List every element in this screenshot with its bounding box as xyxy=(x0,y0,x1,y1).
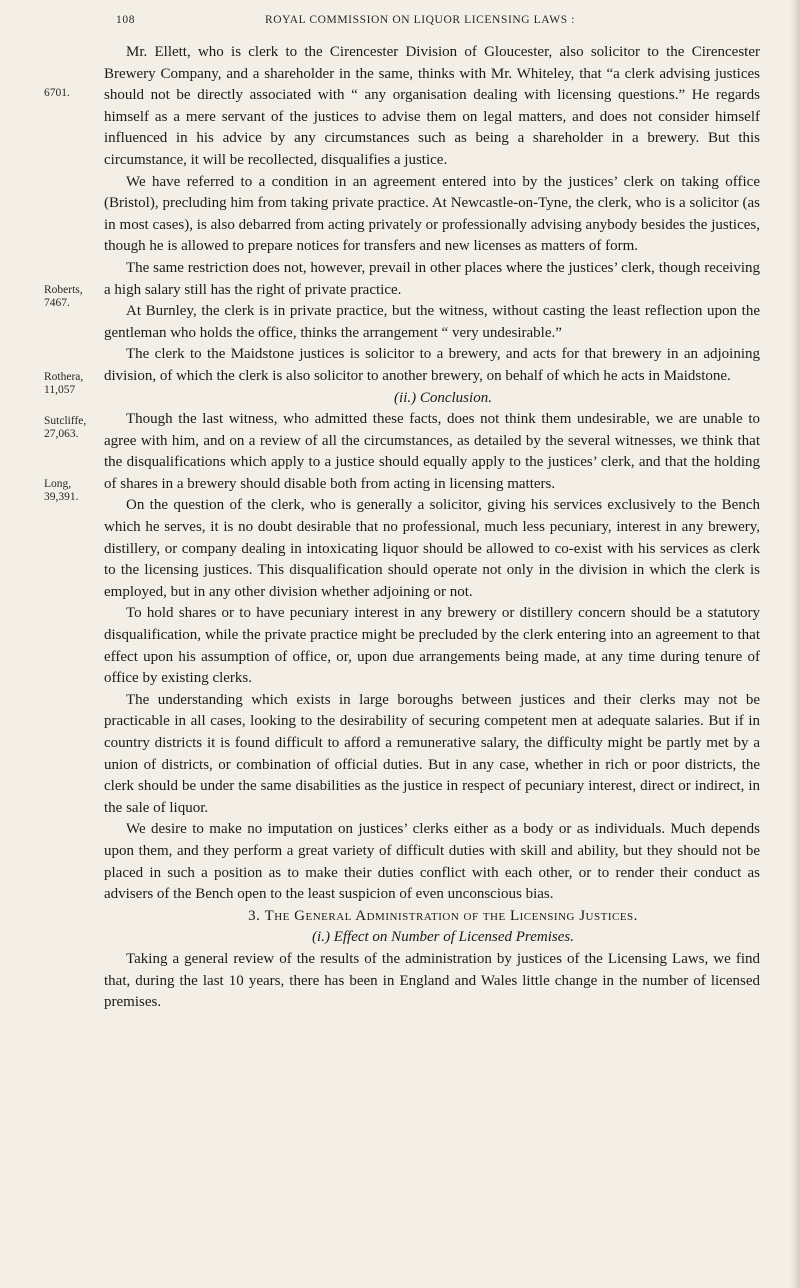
running-title: ROYAL COMMISSION ON LIQUOR LICENSING LAWS : xyxy=(264,14,576,26)
paragraph-no-imputation: We desire to make no imputation on justices’ clerks either as a body or as individuals. Much depends upon them, and they perform a great variety of difficult duties with skill and ability, but they should not be placed in such a position as to make their duties conflict with each other, or to render their conduct as advisers of the Bench open to the least suspicion of even unconscious bias. xyxy=(104,821,760,903)
section-number: 3. xyxy=(248,907,261,924)
margin-note-sutcliffe xyxy=(44,415,100,441)
paragraph-understanding: The understanding which exists in large boroughs between justices and their clerks may not be practicable in all cases, looking to the desirability of securing competent men at adequate salaries. But if in country districts it is found difficult to afford a remunerative salary, the difficulty might be partly met by a union of districts, or combination of official duties. But in any case, whether in rich or poor districts, the clerk should be under the same disabilities as the justice in respect of pecuniary interest, direct or indirect, in the sale of liquor. xyxy=(104,691,760,816)
paragraph-ellett: Mr. Ellett, who is clerk to the Cirencester Division of Gloucester, also solicitor to the Cirencester Brewery Company, and a shareholder in the same, thinks with Mr. Whiteley, that “a clerk advising justices should not be directly associated with “ any organisation dealing with licensing questions.” He regards himself as a mere servant of the justices to advise them on legal matters, and does not consider himself influenced in his advice by any circumstances such as being a shareholder in a brewery. But this circumstance, it will be recollected, disqualifies a justice. xyxy=(104,44,760,168)
margin-note-line: 7467. xyxy=(44,297,70,309)
margin-note-line: 27,063. xyxy=(44,428,79,440)
paragraph-last-witness: Though the last witness, who admitted these facts, does not think them undesirable, we are unable to agree with him, and on a review of all the circumstances, as detailed by the several witnesses, we think that the disqualifications which apply to a justice should equally apply to the justices’ clerk, and that the holding of shares in a brewery should disable both from acting in licensing matters. xyxy=(104,411,760,492)
paragraph-same-restriction: The same restriction does not, however, prevail in other places where the justices’ clerk, though receiving a high salary still has the right of private practice. xyxy=(104,259,760,298)
paragraph-hold-shares: To hold shares or to have pecuniary interest in any brewery or distillery concern should be a statutory disqualification, while the private practice might be precluded by the clerk entering into an agreement to that effect upon his assumption of office, or, upon due arrangements being made, at any time during tenure of office by existing clerks. xyxy=(104,605,760,687)
paragraph-burnley: At Burnley, the clerk is in private practice, but the witness, without casting the least reflection upon the gentleman who holds the office, thinks the arrangement “ very undesirable.” xyxy=(104,303,760,341)
subheading-effect: (i.) Effect on Number of Licensed Premises. xyxy=(312,929,574,946)
margin-note-line: 11,057 xyxy=(44,384,76,396)
section-title: The General Administration of the Licensing Justices. xyxy=(264,907,638,924)
margin-note-line: Sutcliffe, xyxy=(44,415,87,427)
margin-note-line: 39,391. xyxy=(44,491,79,503)
margin-note-line: Roberts, xyxy=(44,284,83,296)
paragraph-question-of-clerk: On the question of the clerk, who is generally a solicitor, giving his services exclusively to the Bench which he serves, it is no doubt desirable that no professional, much less pecuniary, interest in any brewery, distillery, or company dealing in intoxicating liquor should be allowed to co-exist with his services as clerk to the licensing justices. This disqualification should operate not only in the division in which the clerk is employed, but in any other division whether adjoining or not. xyxy=(104,497,760,600)
paragraph-bristol-newcastle: We have referred to a condition in an agreement entered into by the justices’ clerk on taking office (Bristol), precluding him from taking private practice. At Newcastle-on-Tyne, the clerk, who is a solicitor (as in most cases), is also debarred from acting privately or professionally advising anybody besides the justices, though he is allowed to prepare notices for transfers and new licenses as matters of form. xyxy=(104,173,760,255)
page-edge-shadow xyxy=(790,0,800,1288)
margin-note-roberts xyxy=(44,284,100,310)
section-heading xyxy=(104,906,760,928)
margin-note-whiteley xyxy=(44,87,100,100)
margin-note-line: Rothera, xyxy=(44,371,84,383)
margin-note-line: 6701. xyxy=(44,87,70,99)
margin-note-long xyxy=(44,478,100,504)
page-number: 108 xyxy=(116,14,136,26)
body-text xyxy=(104,42,760,1014)
paragraph-general-review: Taking a general review of the results of the administration by justices of the Licensing Laws, we find that, during the last 10 years, there has been in England and Wales little change in the number of licensed premises. xyxy=(104,950,760,1011)
paragraph-maidstone: The clerk to the Maidstone justices is solicitor to a brewery, and acts for that brewery in an adjoining division, of which the clerk is also solicitor to another brewery, on behalf of which he acts in Maidstone. xyxy=(104,346,760,384)
subheading-conclusion: (ii.) Conclusion. xyxy=(394,389,492,406)
page-header xyxy=(0,14,800,32)
margin-note-line: Long, xyxy=(44,478,72,490)
margin-note-rothera xyxy=(44,371,100,397)
